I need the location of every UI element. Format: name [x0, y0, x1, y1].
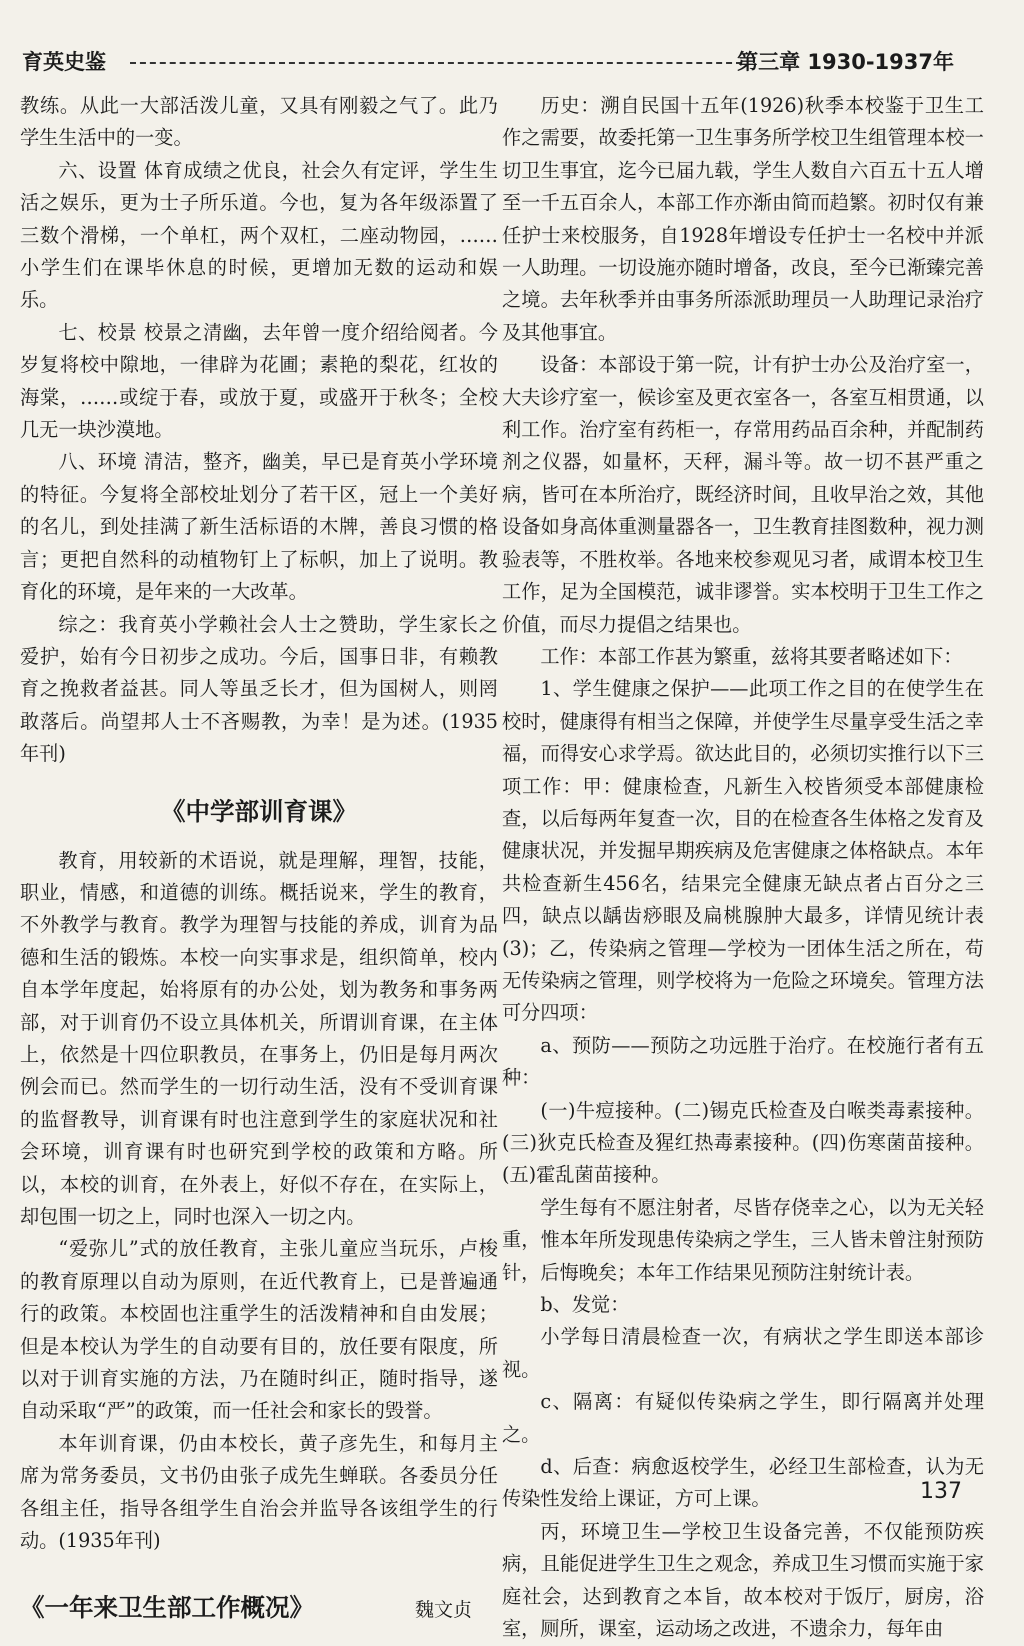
paragraph: 六、设置 体育成绩之优良，社会久有定评，学生生活之娱乐，更为士子所乐道。今也，复为各年级添置了三数个滑梯，一个单杠，两个双杠，二座动物园，……小学生们在课毕休息的时候，更增加无数的运动和娱乐。 [20, 158, 498, 312]
section-heading [20, 1591, 498, 1627]
paragraph: b、发觉： [540, 1293, 630, 1317]
paragraph: 七、校景 校景之清幽，去年曾一度介绍给阅者。今岁复将校中隙地，一律辟为花圃；素艳的梨花，红妆的海棠，……或绽于春，或放于夏，或盛开于秋冬；全校几无一块沙漠地。 [20, 320, 498, 442]
section-author: 魏文贞 [414, 1599, 472, 1622]
paragraph: a、预防——预防之功远胜于治疗。在校施行者有五种： [502, 1033, 984, 1090]
paragraph: (一)牛痘接种。(二)锡克氏检查及白喉类毒素接种。(三)狄克氏检查及猩红热毒素接种。(四)伤寒菌苗接种。(五)霍乱菌苗接种。 [502, 1098, 984, 1187]
paragraph: 综之：我育英小学赖社会人士之赞助，学生家长之爱护，始有今日初步之成功。今后，国事日非，有赖教育之挽救者益甚。同人等虽乏长才，但为国树人，则罔敢落后。尚望邦人士不吝赐教，为幸！是为述。(1935年刊) [20, 612, 498, 766]
section-heading-title: 《一年来卫生部工作概况》 [20, 1593, 314, 1623]
running-header-book-title: 育英史鉴 [22, 50, 106, 74]
header-dashed-rule [130, 62, 742, 64]
paragraph: 历史：溯自民国十五年(1926)秋季本校鉴于卫生工作之需要，故委托第一卫生事务所学校卫生组管理本校一切卫生事宜，迄今已届九载，学生人数自六百五十五人增至一千五百余人，本部工作亦渐由简而趋繁。初时仅有兼任护士来校服务，自1928年增设专任护士一名校中并派一人助理。一切设施亦随时增备，改良，至今已渐臻完善之境。去年秋季并由事务所添派助理员一人助理记录治疗及其他事宜。 [502, 94, 984, 344]
page-number: 137 [920, 1479, 962, 1504]
paragraph: 设备：本部设于第一院，计有护士办公及治疗室一，大夫诊疗室一，候诊室及更衣室各一，各室互相贯通，以利工作。治疗室有药柜一，存常用药品百余种，并配制药剂之仪器，如量杯，天秤，漏斗等。故一切不甚严重之病，皆可在本所治疗，既经济时间，且收早治之效，其他设备如身高体重测量器各一，卫生教育挂图数种，视力测验表等，不胜枚举。各地来校参观见习者，咸谓本校卫生工作，足为全国模范，诚非谬誉。实本校明于卫生工作之价值，而尽力提倡之结果也。 [502, 353, 984, 636]
paragraph: d、后查：病愈返校学生，必经卫生部检查，认为无传染性发给上课证，方可上课。 [502, 1455, 984, 1511]
paragraph: 教练。从此一大部活泼儿童，又具有刚毅之气了。此乃学生生活中的一变。 [20, 94, 498, 150]
paragraph: 学生每有不愿注射者，尽皆存侥幸之心，以为无关轻重，惟本年所发现患传染病之学生，三人皆未曾注射预防针，后悔晚矣；本年工作结果见预防注射统计表。 [502, 1195, 984, 1284]
paragraph: 教育，用较新的术语说，就是理解，理智，技能，职业，情感，和道德的训练。概括说来，学生的教育，不外教学与教育。教学为理智与技能的养成，训育为品德和生活的锻炼。本校一向实事求是，组织简单，校内自本学年度起，始将原有的办公处，划为教务和事务两部，对于训育仍不设立具体机关，所谓训育课，在主体上，依然是十四位职教员，在事务上，仍旧是每月两次例会而已。然而学生的一切行动生活，没有不受训育课的监督教导，训育课有时也注意到学生的家庭状况和社会环境，训育课有时也研究到学校的政策和方略。所以，本校的训育，在外表上，好似不存在，在实际上，却包围一切之上，同时也深入一切之内。 [20, 848, 498, 1228]
paragraph: 1、学生健康之保护——此项工作之目的在使学生在校时，健康得有相当之保障，并使学生尽量享受生活之幸福，而得安心求学焉。欲达此目的，必须切实推行以下三项工作：甲：健康检查，凡新生入校皆须受本部健康检查，以后每两年复查一次，目的在检查各生体格之发育及健康状况，并发掘早期疾病及危害健康之体格缺点。本年共检查新生456名，结果完全健康无缺点者占百分之三四，缺点以龋齿痧眼及扁桃腺肿大最多，详情见统计表(3)；乙，传染病之管理—学校为一团体生活之所在，苟无传染病之管理，则学校将为一危险之环境矣。管理方法可分四项： [502, 677, 984, 1025]
paragraph: 小学每日清晨检查一次，有病状之学生即送本部诊视。 [502, 1325, 984, 1381]
paragraph: 本年训育课，仍由本校长，黄子彦先生，和每月主席为常务委员，文书仍由张子成先生蝉联。各委员分任各组主任，指导各组学生自治会并监导各该组学生的行动。(1935年刊) [20, 1431, 498, 1553]
paragraph: “爱弥儿”式的放任教育，主张儿童应当玩乐，卢梭的教育原理以自动为原则，在近代教育上，已是普遍通行的政策。本校固也注重学生的活泼精神和自由发展；但是本校认为学生的自动要有目的，放任要有限度，所以对于训育实施的方法，乃在随时纠正，随时指导，遂自动采取“严”的政策，而一任社会和家长的毁誉。 [20, 1237, 498, 1423]
running-header-chapter: 第三章 1930-1937年 [737, 50, 954, 74]
paragraph: 八、环境 清洁，整齐，幽美，早已是育英小学环境的特征。今复将全部校址划分了若干区，冠上一个美好的名儿，到处挂满了新生活标语的木牌，善良习惯的格言；更把自然科的动植物钉上了标帜，加上了说明。教育化的环境，是年来的一大改革。 [20, 450, 498, 604]
section-heading: 《中学部训育课》 [161, 796, 357, 826]
paragraph: 丙，环境卫生—学校卫生设备完善，不仅能预防疾病，且能促进学生卫生之观念，养成卫生习惯而实施于家庭社会，达到教育之本旨，故本校对于饭厅，厨房，浴室，厕所，课室，运动场之改进，不遗余力，每年由 [502, 1519, 984, 1641]
paragraph: c、隔离：有疑似传染病之学生，即行隔离并处理之。 [502, 1390, 984, 1446]
left-text-column [20, 90, 498, 1623]
paragraph: 工作：本部工作甚为繁重，兹将其要者略述如下： [540, 644, 963, 668]
